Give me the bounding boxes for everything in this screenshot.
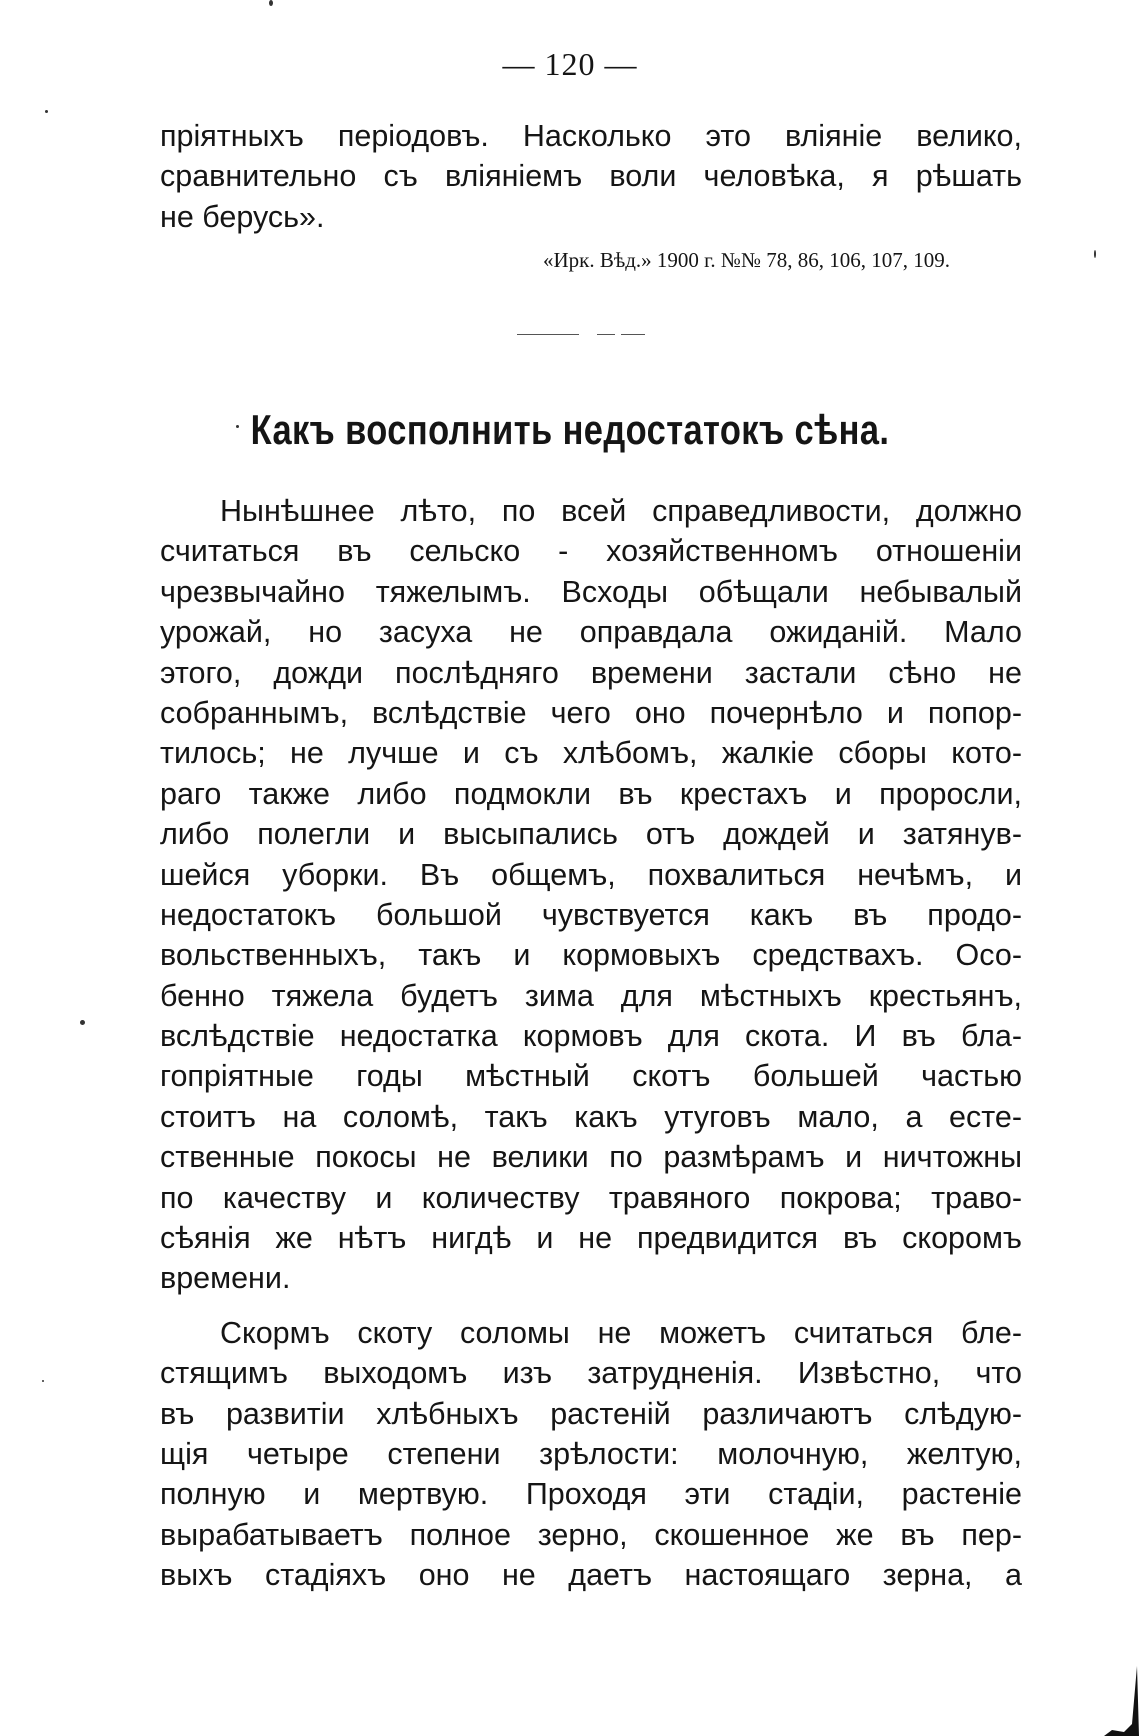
scan-speck	[42, 1380, 44, 1382]
text-line: времени.	[160, 1261, 291, 1296]
scan-speck	[236, 425, 239, 428]
text-line: недостатокъ большой чувствуется какъ въ продо-	[160, 897, 1022, 932]
article-body	[160, 491, 1022, 1596]
text-line: бенно тяжела будетъ зима для мѣстныхъ крестьянъ,	[160, 978, 1022, 1013]
text-line: по качеству и количеству травяного покрова; траво-	[160, 1180, 1022, 1215]
scan-speck	[80, 1020, 85, 1025]
text-line: либо полегли и высыпались отъ дождей и затянув-	[160, 817, 1022, 852]
section-separator	[517, 334, 663, 336]
text-line: выхъ стадіяхъ оно не даетъ настоящаго зерна, а	[160, 1558, 1022, 1593]
text-line: вырабатываетъ полное зерно, скошенное же въ пер-	[160, 1517, 1022, 1552]
page-number: — 120 —	[502, 46, 638, 82]
text-line: Скормъ скоту соломы не можетъ считаться бле-	[220, 1315, 1022, 1350]
text-line: полную и мертвую. Проходя эти стадіи, растеніе	[160, 1477, 1022, 1512]
article-title: Какъ восполнить недостатокъ сѣна.	[250, 406, 890, 453]
text-line: ственные покосы не велики по размѣрамъ и ничтожны	[160, 1140, 1022, 1175]
text-line: тилось; не лучше и съ хлѣбомъ, жалкіе сборы кото-	[160, 736, 1022, 771]
text-line: урожай, но засуха не оправдала ожиданій. Мало	[160, 615, 1022, 650]
scan-speck	[45, 110, 48, 113]
text-line: гопріятные годы мѣстный скотъ большей частью	[160, 1059, 1022, 1094]
source-citation: «Ирк. Вѣд.» 1900 г. №№ 78, 86, 106, 107, 109.	[542, 248, 950, 272]
text-line: шейся уборки. Въ общемъ, похвалиться нечѣмъ, и	[160, 857, 1022, 892]
text-line: собраннымъ, вслѣдствіе чего оно почернѣло и попор-	[160, 695, 1022, 730]
text-line: вслѣдствіе недостатка кормовъ для скота. И въ бла-	[160, 1019, 1022, 1054]
text-line: сѣянія же нѣтъ нигдѣ и не предвидится въ скоромъ	[160, 1221, 1022, 1256]
text-line: этого, дожди послѣдняго времени застали сѣно не	[160, 655, 1022, 690]
text-line: сравнительно съ вліяніемъ воли человѣка, я рѣшать	[160, 159, 1022, 194]
text-line: вольственныхъ, такъ и кормовыхъ средствахъ. Осо-	[160, 938, 1022, 973]
scan-speck	[269, 0, 273, 6]
text-line: Нынѣшнее лѣто, по всей справедливости, должно	[220, 494, 1022, 528]
text-line: не берусь».	[160, 199, 325, 234]
scan-edge-mark	[1104, 1666, 1140, 1736]
text-line: пріятныхъ періодовъ. Насколько это вліяніе велико,	[160, 119, 1022, 153]
continuation-text	[160, 116, 1022, 237]
text-line: щія четыре степени зрѣлости: молочную, желтую,	[160, 1436, 1022, 1471]
text-line: чрезвычайно тяжелымъ. Всходы обѣщали небывалый	[160, 574, 1022, 609]
text-line: раго также либо подмокли въ крестахъ и проросли,	[160, 776, 1022, 811]
text-line: въ развитіи хлѣбныхъ растеній различаютъ слѣдую-	[160, 1396, 1022, 1431]
text-line: стящимъ выходомъ изъ затрудненія. Извѣстно, что	[160, 1356, 1022, 1391]
text-line: стоитъ на соломѣ, такъ какъ утуговъ мало, а есте-	[160, 1099, 1022, 1134]
text-line: считаться въ сельско - хозяйственномъ отношеніи	[160, 534, 1022, 569]
scan-speck	[1094, 250, 1096, 258]
